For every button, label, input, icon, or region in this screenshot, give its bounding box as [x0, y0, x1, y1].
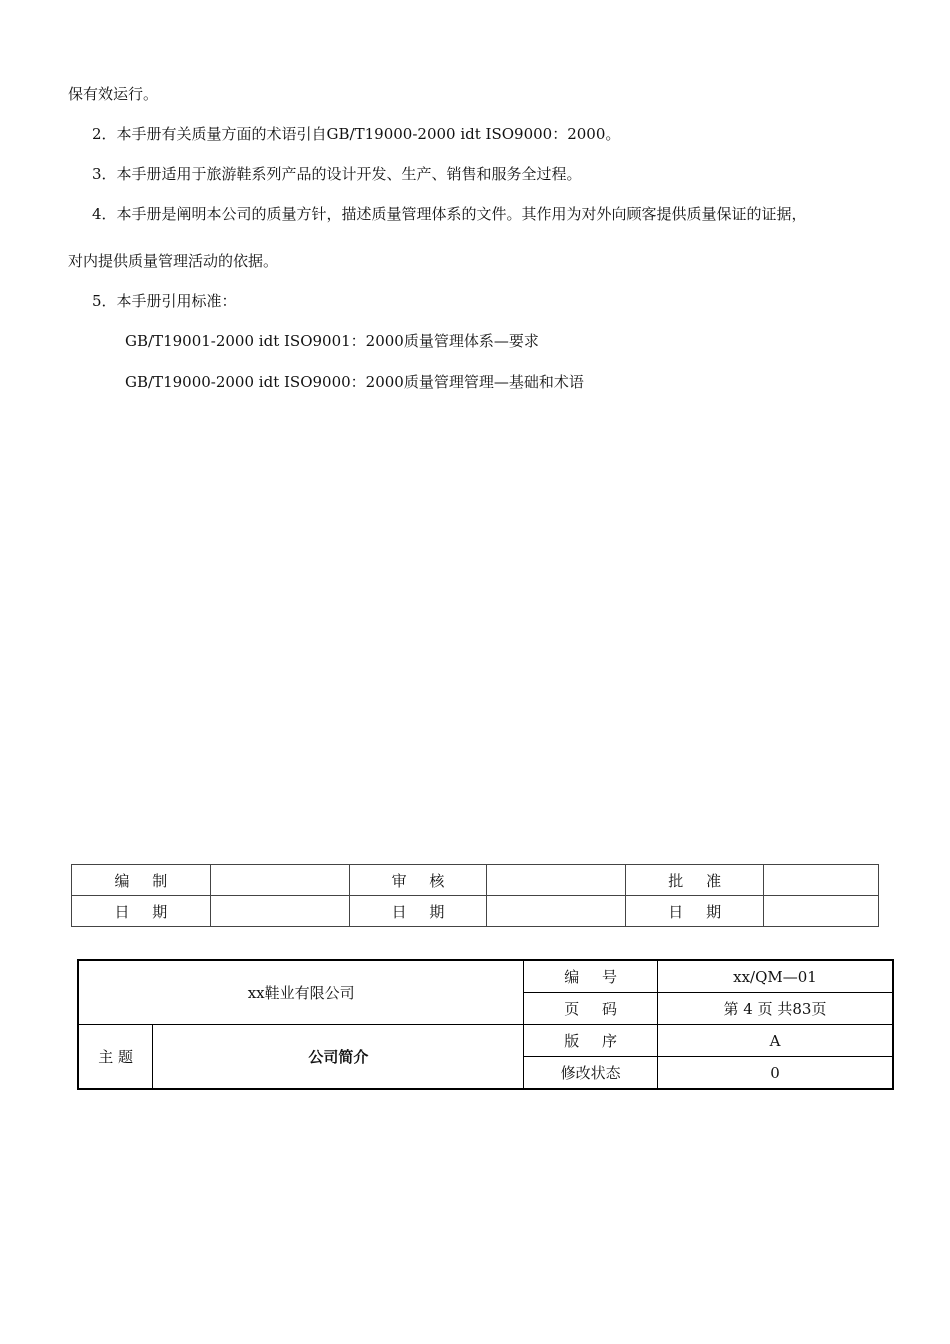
edition-value: A: [657, 1025, 893, 1057]
table-row: [72, 896, 879, 927]
body-line: 3．本手册适用于旅游鞋系列产品的设计开发、生产、销售和服务全过程。: [92, 165, 582, 183]
field-label: 版 序: [524, 1025, 658, 1057]
field-label: 编 号: [524, 960, 658, 993]
reviewer-label: 审 核: [349, 865, 487, 896]
body-line: GB/T19001-2000 idt ISO9001：2000质量管理体系—要求: [125, 332, 539, 350]
table-row: [72, 865, 879, 896]
document-number: xx/QM—01: [657, 960, 893, 993]
subject-label: 主 题: [78, 1025, 153, 1090]
subject-title: 公司简介: [153, 1025, 524, 1090]
field-label: 页 码: [524, 993, 658, 1025]
date-value: [487, 896, 626, 927]
document-header-table: [77, 959, 894, 1090]
body-line: 保有效运行。: [68, 85, 159, 103]
body-line: GB/T19000-2000 idt ISO9000：2000质量管理管理—基础和术语: [125, 373, 584, 391]
page-number: 第 4 页 共83页: [657, 993, 893, 1025]
body-line: 4．本手册是阐明本公司的质量方针，描述质量管理体系的文件。其作用为对外向顾客提供质量保证的证据，: [92, 205, 807, 223]
table-row: [78, 960, 893, 993]
editor-value: [210, 865, 349, 896]
date-label: 日 期: [349, 896, 487, 927]
body-line: 2．本手册有关质量方面的术语引自GB/T19000-2000 idt ISO9000：2000。: [92, 125, 621, 143]
date-value: [764, 896, 879, 927]
body-line: 5．本手册引用标准：: [92, 292, 237, 310]
signature-table: [71, 864, 879, 927]
table-row: [78, 1025, 893, 1057]
revision-status: 0: [657, 1057, 893, 1090]
approver-label: 批 准: [626, 865, 764, 896]
body-line: 对内提供质量管理活动的依据。: [68, 252, 279, 270]
approver-value: [764, 865, 879, 896]
date-label: 日 期: [72, 896, 211, 927]
editor-label: 编 制: [72, 865, 211, 896]
reviewer-value: [487, 865, 626, 896]
field-label: 修改状态: [524, 1057, 658, 1090]
date-value: [210, 896, 349, 927]
company-name: xx鞋业有限公司: [78, 960, 524, 1025]
date-label: 日 期: [626, 896, 764, 927]
